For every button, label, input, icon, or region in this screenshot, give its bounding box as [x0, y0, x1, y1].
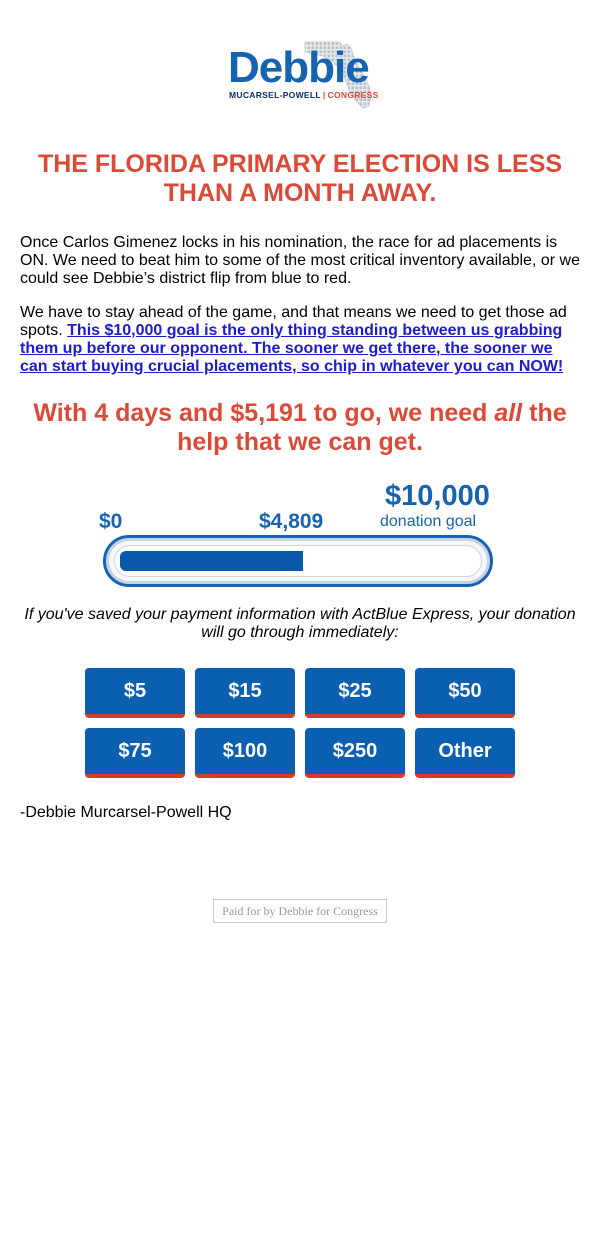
progress-track	[103, 535, 493, 587]
progress-inner	[114, 545, 482, 577]
donate-goal-link[interactable]: This $10,000 goal is the only thing standing between us grabbing them up before our opponent. The sooner we get there, the sooner we can start buying crucial placements, so chip in whatever you can NOW!	[20, 322, 564, 375]
donate-button-50[interactable]: $50	[415, 668, 515, 718]
donate-button-250[interactable]: $250	[305, 728, 405, 778]
goal-caption: donation goal	[380, 513, 477, 530]
donate-button-other[interactable]: Other	[415, 728, 515, 778]
emphasis-all: all	[494, 399, 523, 427]
start-amount: $0	[99, 510, 123, 533]
donate-button-15[interactable]: $15	[195, 668, 295, 718]
progress-fill	[120, 551, 303, 571]
donate-button-100[interactable]: $100	[195, 728, 295, 778]
logo-wordmark: Debbie	[228, 43, 369, 92]
actblue-note: If you've saved your payment information with ActBlue Express, your donation will go through immediately:	[24, 606, 576, 641]
donate-button-75[interactable]: $75	[85, 728, 185, 778]
goal-amount: $10,000	[385, 480, 490, 512]
signature: -Debbie Murcarsel-Powell HQ	[20, 804, 232, 821]
raised-amount: $4,809	[259, 510, 324, 533]
logo-subtitle: MUCARSEL-POWELL | CONGRESS	[229, 90, 379, 100]
body-paragraph-2	[20, 304, 582, 376]
donate-button-25[interactable]: $25	[305, 668, 405, 718]
body-paragraph-2-text: We have to stay ahead of the game, and that means we need to get those ad spots.	[20, 304, 567, 339]
body-paragraph-1: Once Carlos Gimenez locks in his nomination, the race for ad placements is ON. We need to beat him to some of the most critical inventory available, or we could see Debbie’s district flip from blue to red.	[20, 234, 580, 287]
campaign-logo	[0, 38, 600, 110]
donation-thermometer[interactable]	[95, 480, 505, 595]
donate-button-5[interactable]: $5	[85, 668, 185, 718]
fundraising-status: With 4 days and $5,191 to go, we need all the help that we can get.	[33, 399, 567, 456]
headline: THE FLORIDA PRIMARY ELECTION IS LESS THAN A MONTH AWAY.	[37, 150, 563, 207]
paid-for-disclaimer: Paid for by Debbie for Congress	[213, 899, 387, 923]
